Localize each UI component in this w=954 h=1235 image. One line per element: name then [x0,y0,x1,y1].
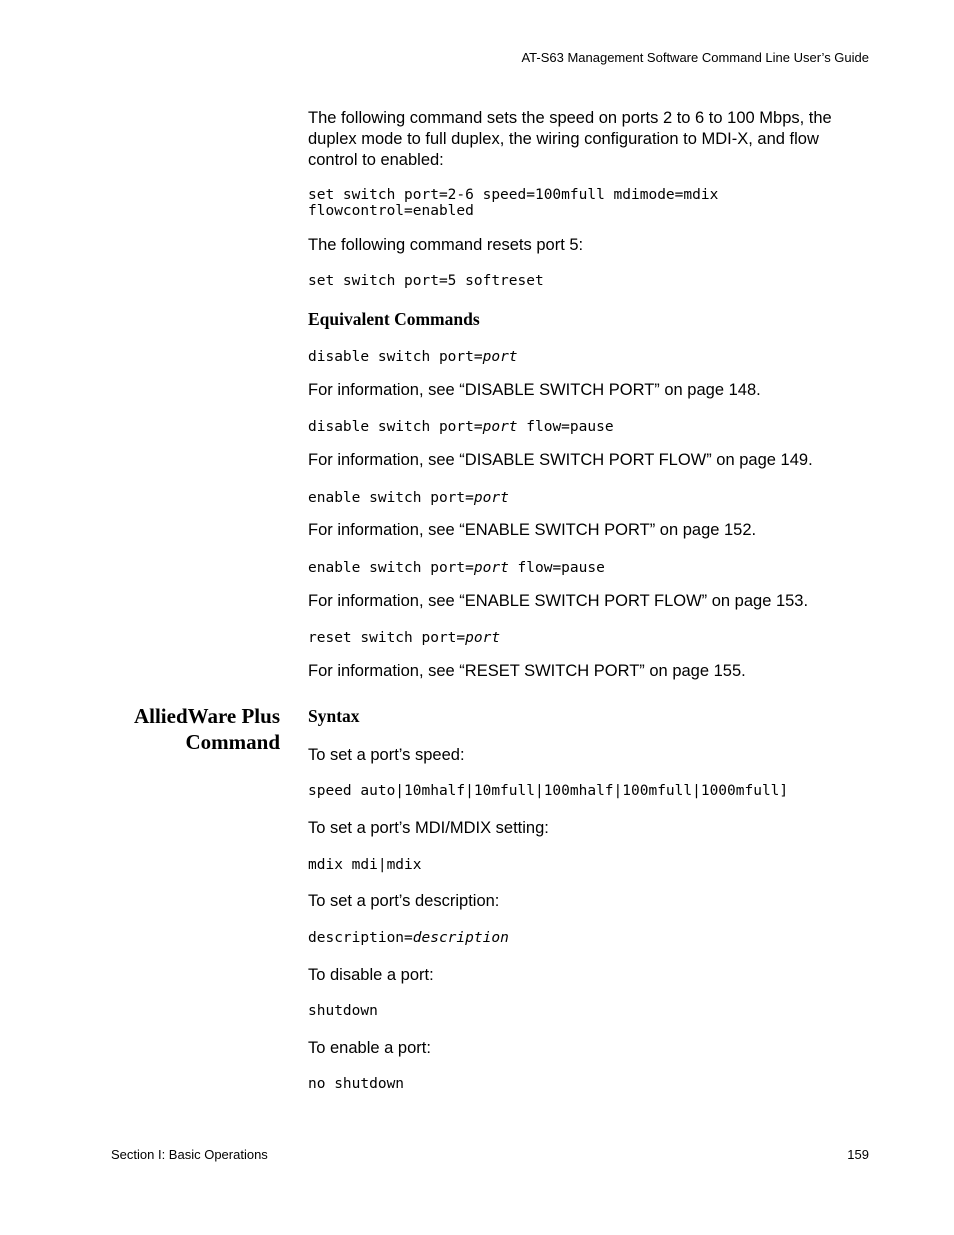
footer-section: Section I: Basic Operations [111,1147,268,1162]
mdix-code: mdix mdi|mdix [308,857,422,873]
side-heading-line-1: AlliedWare Plus [133,704,280,728]
equiv-info-3: For information, see “ENABLE SWITCH PORT” on page 152. [308,521,757,539]
description-paragraph: To set a port’s description: [308,892,500,910]
enable-code: no shutdown [308,1076,405,1092]
disable-code: shutdown [308,1003,378,1019]
equiv-command-2: disable switch port=port flow=pause [308,419,614,435]
side-heading [134,703,280,755]
equiv-command-3: enable switch port=port [308,490,509,506]
equiv-info-4: For information, see “ENABLE SWITCH PORT FLOW” on page 153. [308,592,809,610]
running-header: AT-S63 Management Software Command Line User’s Guide [521,50,869,65]
syntax-heading: Syntax [308,706,360,726]
disable-paragraph: To disable a port: [308,966,434,984]
equiv-info-5: For information, see “RESET SWITCH PORT” on page 155. [308,662,746,680]
equiv-command-1: disable switch port=port [308,349,518,365]
intro-paragraph: The following command sets the speed on ports 2 to 6 to 100 Mbps, the duplex mode to full duplex, the wiring configuration to MDI-X, and flow control to enabled: [308,109,832,169]
enable-paragraph: To enable a port: [308,1039,431,1057]
speed-code: speed auto|10mhalf|10mfull|100mhalf|100mfull|1000mfull] [308,783,789,799]
code-example-1-line-2: flowcontrol=enabled [308,203,474,219]
speed-paragraph: To set a port’s speed: [308,746,465,764]
code-example-1-line-1: set switch port=2-6 speed=100mfull mdimode=mdix [308,187,719,203]
page-number: 159 [847,1147,869,1162]
equiv-command-4: enable switch port=port flow=pause [308,560,605,576]
equiv-info-1: For information, see “DISABLE SWITCH PORT” on page 148. [308,381,761,399]
equiv-info-2: For information, see “DISABLE SWITCH PORT FLOW” on page 149. [308,451,813,469]
equivalent-commands-heading: Equivalent Commands [308,309,480,329]
equiv-command-5: reset switch port=port [308,630,501,646]
mdix-paragraph: To set a port’s MDI/MDIX setting: [308,819,549,837]
code-example-2: set switch port=5 softreset [308,273,544,289]
reset-paragraph: The following command resets port 5: [308,236,584,254]
description-code: description=description [308,930,509,946]
side-heading-line-2: Command [185,730,280,754]
